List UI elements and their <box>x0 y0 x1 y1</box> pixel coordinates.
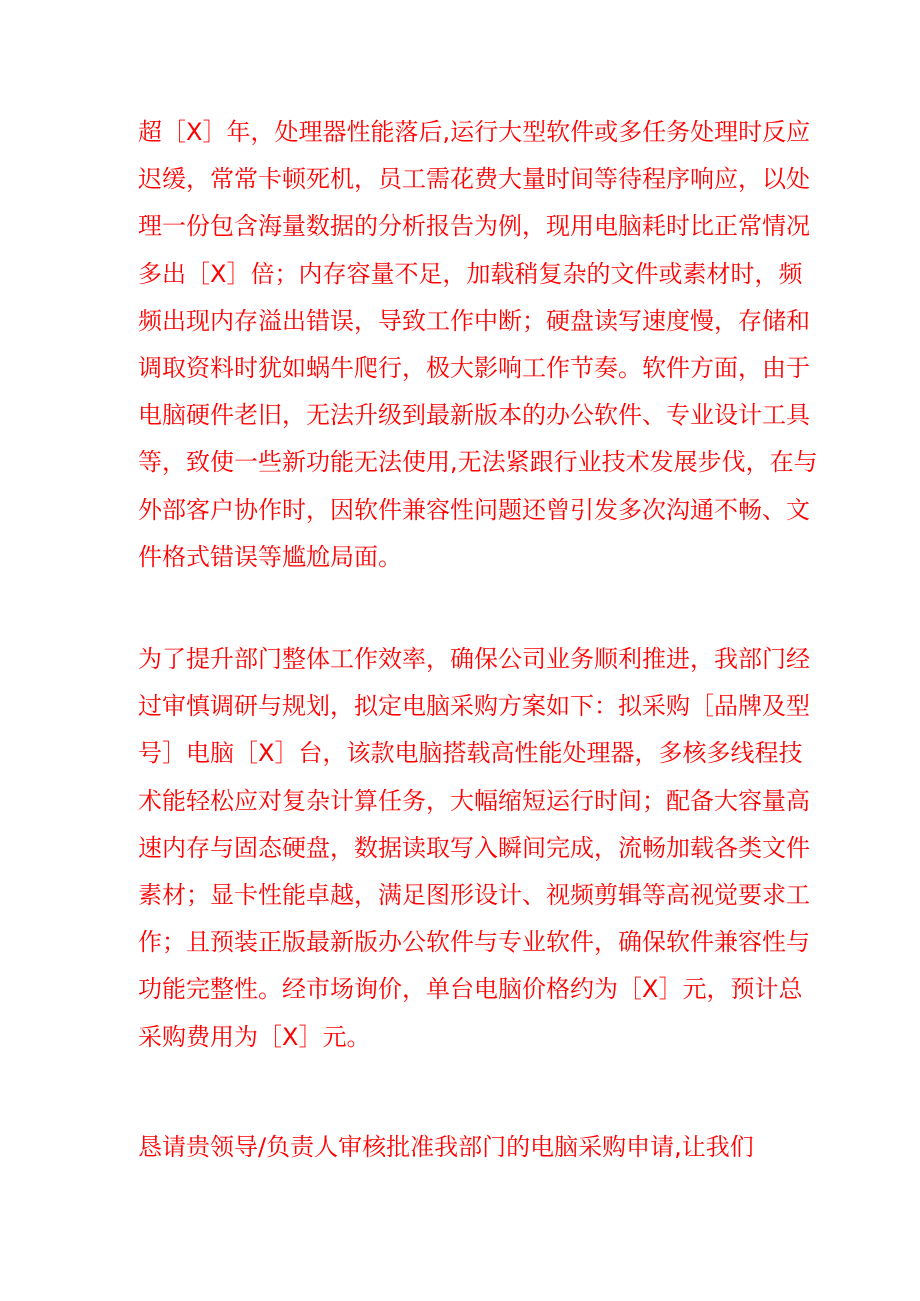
text-line: 术能轻松应对复杂计算任务，大幅缩短运行时间；配备大容量高 <box>138 786 810 815</box>
text-line: 迟缓，常常卡顿死机，员工需花费大量时间等待程序响应，以处 <box>138 165 810 194</box>
text-line: 超［X］年，处理器性能落后,运行大型软件或多任务处理时反应 <box>138 118 811 146</box>
text-line: 件格式错误等尴尬局面。 <box>138 542 402 571</box>
text-line: 等，致使一些新功能无法使用,无法紧跟行业技术发展步伐，在与 <box>138 448 818 477</box>
text-line: 功能完整性。经市场询价，单台电脑价格约为［X］元，预计总 <box>138 975 803 1004</box>
text-line: 素材；显卡性能卓越，满足图形设计、视频剪辑等高视觉要求工 <box>138 880 810 909</box>
text-line: 采购费用为［X］元。 <box>138 1022 371 1051</box>
text-line: 过审慎调研与规划，拟定电脑采购方案如下：拟采购［品牌及型 <box>138 692 810 721</box>
text-line: 作；且预装正版最新版办公软件与专业软件，确保软件兼容性与 <box>138 928 810 957</box>
text-line: 外部客户协作时，因软件兼容性问题还曾引发多次沟通不畅、文 <box>138 495 810 524</box>
paragraph-hardware-issues <box>138 109 818 581</box>
text-line: 频出现内存溢出错误，导致工作中断；硬盘读写速度慢，存储和 <box>138 306 810 335</box>
text-line: 调取资料时犹如蜗牛爬行，极大影响工作节奏。软件方面，由于 <box>138 353 810 382</box>
text-line: 号］电脑［X］台，该款电脑搭载高性能处理器，多核多线程技 <box>138 739 803 768</box>
text-line: 恳请贵领导/负责人审核批准我部门的电脑采购申请,让我们 <box>138 1133 754 1161</box>
paragraph-request <box>138 1124 798 1171</box>
text-line: 电脑硬件老旧，无法升级到最新版本的办公软件、专业设计工具 <box>138 401 810 430</box>
text-line: 为了提升部门整体工作效率，确保公司业务顺利推进，我部门经 <box>138 645 810 673</box>
paragraph-purchase-plan <box>138 636 810 1061</box>
text-line: 多出［X］倍；内存容量不足，加载稍复杂的文件或素材时，频 <box>138 259 803 288</box>
text-line: 理一份包含海量数据的分析报告为例，现用电脑耗时比正常情况 <box>138 212 810 241</box>
text-line: 速内存与固态硬盘，数据读取写入瞬间完成，流畅加载各类文件 <box>138 833 810 862</box>
